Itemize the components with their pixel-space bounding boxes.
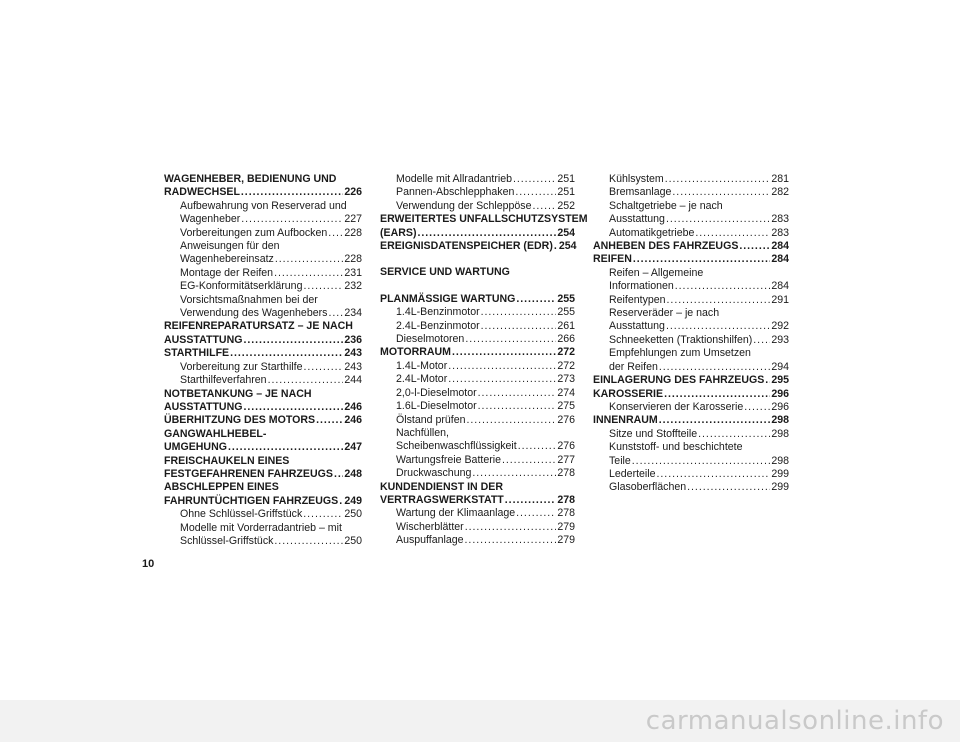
toc-entry[interactable] <box>593 428 789 441</box>
toc-entry[interactable] <box>380 387 575 400</box>
toc-entry-title: RADWECHSEL <box>164 186 240 199</box>
toc-entry-title: Wagenhebereinsatz <box>180 253 274 266</box>
toc-page-number: 261 <box>557 319 575 332</box>
leader-dots <box>666 320 770 333</box>
leader-dots <box>448 373 556 386</box>
leader-dots <box>515 186 556 199</box>
toc-entry[interactable] <box>380 521 575 534</box>
toc-page-number: 284 <box>771 253 789 266</box>
toc-page-number: 250 <box>344 534 362 547</box>
toc-column-2 <box>380 173 588 548</box>
leader-dots <box>687 481 770 494</box>
leader-dots <box>665 173 771 186</box>
leader-dots <box>472 467 556 480</box>
leader-dots <box>452 346 556 359</box>
toc-page-number: 243 <box>344 347 362 360</box>
toc-entry-title: Lederteile <box>609 467 656 480</box>
toc-entry[interactable] <box>164 280 362 293</box>
leader-dots <box>516 507 556 520</box>
toc-page-number: 249 <box>344 494 362 507</box>
toc-page-number: 244 <box>344 374 362 387</box>
toc-entry[interactable] <box>593 280 789 293</box>
toc-page-number: 284 <box>771 240 789 253</box>
toc-section-entry[interactable] <box>164 468 362 481</box>
toc-entry[interactable] <box>593 294 789 307</box>
toc-section-heading: FREISCHAUKELN EINES <box>164 454 290 467</box>
toc-entry-title: EINLAGERUNG DES FAHRZEUGS <box>593 374 765 387</box>
toc-entry-text: Schaltgetriebe – je nach <box>609 199 723 212</box>
leader-dots <box>481 306 557 319</box>
toc-entry-title: MOTORRAUM <box>380 346 452 359</box>
leader-dots <box>303 508 343 521</box>
leader-dots <box>744 401 770 414</box>
toc-entry-title: Modelle mit Allradantrieb <box>396 173 512 185</box>
toc-entry-text: Reifen – Allgemeine <box>609 266 704 279</box>
toc-entry-title: 2.4L-Benzinmotor <box>396 319 480 332</box>
toc-entry-title: EREIGNISDATENSPEICHER (EDR) <box>380 240 553 253</box>
leader-dots <box>275 253 343 266</box>
toc-section-entry[interactable] <box>164 414 362 427</box>
toc-section-heading: REIFENREPARATURSATZ – JE NACH <box>164 320 353 333</box>
toc-page-number: 279 <box>557 520 575 533</box>
leader-dots <box>659 414 771 427</box>
toc-page-number: 254 <box>557 226 575 239</box>
toc-entry-title: Vorbereitungen zum Aufbocken <box>180 226 328 239</box>
toc-section-heading: SERVICE UND WARTUNG <box>380 266 510 279</box>
leader-dots <box>339 495 343 508</box>
toc-entry-title: Informationen <box>609 280 674 293</box>
leader-dots <box>633 253 770 266</box>
toc-section-heading: NOTBETANKUNG – JE NACH <box>164 387 312 400</box>
toc-entry-title: UMGEHUNG <box>164 441 227 454</box>
leader-dots <box>328 307 343 320</box>
leader-dots <box>334 468 343 481</box>
toc-entry-text: Nachfüllen, <box>396 426 449 439</box>
toc-section-entry[interactable] <box>593 253 789 266</box>
leader-dots <box>467 414 557 427</box>
leader-dots <box>478 387 557 400</box>
toc-entry-title: Wartungsfreie Batterie <box>396 453 502 466</box>
toc-entry-title: Ausstattung <box>609 213 665 226</box>
toc-page-number: 296 <box>771 387 789 400</box>
toc-entry-title: (EARS) <box>380 226 417 239</box>
toc-section-entry[interactable] <box>380 227 575 240</box>
toc-entry-text: Reserveräder – je nach <box>609 307 720 320</box>
toc-entry[interactable] <box>593 213 789 226</box>
toc-entry-title: Schneeketten (Traktionshilfen) <box>609 333 753 346</box>
toc-entry[interactable] <box>380 440 575 453</box>
toc-page-number: 276 <box>557 413 575 426</box>
toc-page-number: 243 <box>344 360 362 373</box>
toc-entry-title: Druckwaschung <box>396 467 472 480</box>
toc-entry-title: Teile <box>609 454 631 467</box>
toc-entry-title: Reifentypen <box>609 293 666 306</box>
toc-entry-title: Glasoberflächen <box>609 481 687 494</box>
leader-dots <box>516 293 556 306</box>
toc-page-number: 251 <box>557 173 575 185</box>
leader-dots <box>274 267 343 280</box>
toc-section-entry[interactable] <box>164 441 362 454</box>
toc-page-number: 284 <box>771 280 789 293</box>
toc-page-number: 281 <box>771 173 789 185</box>
toc-section-entry[interactable] <box>164 347 362 360</box>
toc-entry-title: 1.6L-Dieselmotor <box>396 400 477 413</box>
toc-page-number: 248 <box>344 467 362 480</box>
toc-entry-title: Verwendung der Schleppöse <box>396 199 532 212</box>
toc-entry-title: VERTRAGSWERKSTATT <box>380 493 504 506</box>
toc-entry[interactable] <box>593 361 789 374</box>
leader-dots <box>666 213 770 226</box>
leader-dots <box>659 361 770 374</box>
toc-page-number: 278 <box>557 507 575 520</box>
toc-entry-title: Ausstattung <box>609 320 665 333</box>
toc-entry[interactable] <box>593 401 789 414</box>
toc-entry[interactable] <box>593 320 789 333</box>
toc-entry[interactable] <box>164 361 362 374</box>
leader-dots <box>228 441 343 454</box>
toc-entry-title: PLANMÄSSIGE WARTUNG <box>380 292 516 305</box>
leader-dots <box>505 494 557 507</box>
toc-page-number: 277 <box>557 453 575 466</box>
toc-entry[interactable] <box>380 507 575 520</box>
toc-entry[interactable] <box>380 306 575 319</box>
toc-entry-title: Wartung der Klimaanlage <box>396 507 516 520</box>
toc-page-number: 296 <box>771 400 789 413</box>
toc-entry-title: Wischerblätter <box>396 520 464 533</box>
toc-entry-title: Sitze und Stoffteile <box>609 427 698 440</box>
toc-entry-text: Modelle mit Vorderradantrieb – mit <box>180 521 342 534</box>
toc-page-number: 298 <box>771 414 789 427</box>
toc-page-number: 299 <box>771 481 789 494</box>
toc-entry-title: Bremsanlage <box>609 186 672 199</box>
leader-dots <box>675 280 771 293</box>
toc-spacer <box>380 253 575 266</box>
toc-entry-title: Pannen-Abschlepphaken <box>396 186 515 199</box>
toc-entry-title: ÜBERHITZUNG DES MOTORS <box>164 414 316 427</box>
toc-entry-title: INNENRAUM <box>593 414 658 427</box>
toc-page-number: 279 <box>557 534 575 547</box>
toc-entry[interactable] <box>380 467 575 480</box>
toc-entry[interactable] <box>593 334 789 347</box>
leader-dots <box>465 333 556 346</box>
leader-dots <box>664 388 770 401</box>
toc-entry-title: Montage der Reifen <box>180 266 274 279</box>
toc-entry[interactable] <box>380 173 575 186</box>
toc-page-number: 292 <box>771 320 789 333</box>
toc-entry[interactable] <box>164 213 362 226</box>
toc-page-number: 298 <box>771 454 789 467</box>
toc-page-number: 247 <box>344 441 362 454</box>
toc-page-number: 266 <box>557 333 575 346</box>
toc-entry-title: 2.4L-Motor <box>396 373 448 386</box>
toc-section-heading: ABSCHLEPPEN EINES <box>164 481 279 494</box>
toc-page-number: 293 <box>771 333 789 346</box>
leader-dots <box>243 334 343 347</box>
toc-section-entry[interactable] <box>380 494 575 507</box>
toc-entry[interactable] <box>380 373 575 386</box>
toc-entry-title: REIFEN <box>593 253 632 266</box>
toc-page-number: 226 <box>344 186 362 199</box>
toc-column-3 <box>593 173 789 495</box>
toc-entry[interactable] <box>164 307 362 320</box>
toc-section-entry[interactable] <box>593 240 789 253</box>
toc-entry-title: Starthilfeverfahren <box>180 374 267 387</box>
toc-section-heading: KUNDENDIENST IN DER <box>380 480 504 493</box>
toc-page-number: 254 <box>558 240 577 253</box>
leader-dots <box>303 280 343 293</box>
toc-entry-title: 2,0-l-Dieselmotor <box>396 386 477 399</box>
toc-entry[interactable] <box>380 414 575 427</box>
toc-entry-title: Kühlsystem <box>609 173 664 185</box>
toc-section-entry[interactable] <box>164 401 362 414</box>
leader-dots <box>243 401 343 414</box>
toc-entry-title: Automatikgetriebe <box>609 226 695 239</box>
toc-page-number: 274 <box>557 386 575 399</box>
toc-page-number: 272 <box>557 346 575 359</box>
leader-dots <box>304 361 344 374</box>
toc-section-entry[interactable] <box>593 374 789 387</box>
toc-page-number: 252 <box>557 199 575 212</box>
leader-dots <box>241 213 343 226</box>
toc-page-number: 299 <box>771 467 789 480</box>
toc-column-1 <box>164 173 362 548</box>
toc-entry[interactable] <box>593 186 789 199</box>
toc-page-number: 234 <box>344 307 362 320</box>
toc-section-entry[interactable] <box>164 334 362 347</box>
toc-page-number: 273 <box>557 373 575 386</box>
toc-entry-text: Kunststoff- und beschichtete <box>609 441 743 454</box>
toc-entry[interactable] <box>164 227 362 240</box>
toc-page-number: 283 <box>771 213 789 226</box>
leader-dots <box>328 227 343 240</box>
toc-section-entry[interactable] <box>593 414 789 427</box>
toc-section-heading: GANGWAHLHEBEL- <box>164 427 267 440</box>
toc-page-number: 275 <box>557 400 575 413</box>
toc-page-number: 250 <box>344 508 362 521</box>
leader-dots <box>532 200 556 213</box>
toc-entry-title: ANHEBEN DES FAHRZEUGS <box>593 240 739 253</box>
toc-page-number: 291 <box>771 293 789 306</box>
toc-entry[interactable] <box>380 200 575 213</box>
toc-entry[interactable] <box>593 455 789 468</box>
toc-entry[interactable] <box>593 227 789 240</box>
leader-dots <box>481 320 557 333</box>
leader-dots <box>698 428 770 441</box>
toc-page-number: 294 <box>771 360 789 373</box>
toc-entry-title: Ölstand prüfen <box>396 413 466 426</box>
toc-entry[interactable] <box>593 481 789 494</box>
toc-entry[interactable] <box>380 320 575 333</box>
toc-entry-title: Verwendung des Wagenhebers <box>180 307 328 320</box>
toc-page-number: 298 <box>771 427 789 440</box>
toc-entry-text: Vorsichtsmaßnahmen bei der <box>180 293 318 306</box>
toc-entry-title: Wagenheber <box>180 213 241 226</box>
toc-section-entry[interactable] <box>593 388 789 401</box>
leader-dots <box>657 468 771 481</box>
toc-entry-title: Scheibenwaschflüssigkeit <box>396 440 517 453</box>
toc-entry[interactable] <box>164 267 362 280</box>
leader-dots <box>241 186 343 199</box>
toc-entry[interactable] <box>380 186 575 199</box>
leader-dots <box>502 454 556 467</box>
leader-dots <box>448 360 556 373</box>
leader-dots <box>753 334 770 347</box>
toc-entry[interactable] <box>164 253 362 266</box>
toc-page-number: 228 <box>344 253 362 266</box>
toc-entry-title: der Reifen <box>609 360 658 373</box>
toc-page-number: 282 <box>771 186 789 199</box>
toc-entry[interactable] <box>380 534 575 547</box>
leader-dots <box>672 186 770 199</box>
leader-dots <box>667 294 771 307</box>
leader-dots <box>739 240 770 253</box>
leader-dots <box>274 535 343 548</box>
toc-entry-title: AUSSTATTUNG <box>164 333 243 346</box>
toc-entry[interactable] <box>164 535 362 548</box>
toc-page-number: 251 <box>557 186 575 199</box>
toc-page-number: 232 <box>344 280 362 293</box>
toc-spacer <box>380 280 575 293</box>
toc-entry-title: AUSSTATTUNG <box>164 400 243 413</box>
toc-section-entry[interactable] <box>380 293 575 306</box>
leader-dots <box>554 240 558 253</box>
toc-entry-title: Konservieren der Karosserie <box>609 400 744 413</box>
toc-entry[interactable] <box>380 454 575 467</box>
leader-dots <box>465 521 557 534</box>
toc-page-number: 231 <box>344 266 362 279</box>
toc-entry-text: Anweisungen für den <box>180 240 280 253</box>
toc-section-entry[interactable] <box>380 346 575 359</box>
toc-entry[interactable] <box>380 400 575 413</box>
toc-entry[interactable] <box>380 360 575 373</box>
toc-entry-text: Aufbewahrung von Reserverad und <box>180 199 347 212</box>
toc-page-number: 246 <box>344 400 362 413</box>
leader-dots <box>478 400 557 413</box>
toc-page-number: 278 <box>557 467 575 480</box>
toc-entry-title: EG-Konformitätserklärung <box>180 280 303 293</box>
toc-entry-title: Vorbereitung zur Starthilfe <box>180 360 303 373</box>
toc-section-entry[interactable] <box>164 495 362 508</box>
leader-dots <box>765 374 770 387</box>
toc-page-number: 276 <box>557 440 575 453</box>
leader-dots <box>465 534 557 547</box>
toc-page-number: 236 <box>344 333 362 346</box>
toc-entry-text: Empfehlungen zum Umsetzen <box>609 347 751 360</box>
toc-section-entry[interactable] <box>164 186 362 199</box>
toc-entry[interactable] <box>164 374 362 387</box>
toc-page-number: 255 <box>557 292 575 305</box>
toc-section-heading: WAGENHEBER, BEDIENUNG UND <box>164 173 337 185</box>
leader-dots <box>632 455 771 468</box>
toc-page-number: 283 <box>771 226 789 239</box>
toc-page-number: 278 <box>557 493 575 506</box>
toc-entry-title: 1.4L-Benzinmotor <box>396 306 480 319</box>
toc-section-heading: ERWEITERTES UNFALLSCHUTZSYSTEM <box>380 213 588 226</box>
leader-dots <box>316 414 343 427</box>
leader-dots <box>418 227 557 240</box>
toc-page-number: 246 <box>344 414 362 427</box>
leader-dots <box>230 347 343 360</box>
toc-entry-title: FAHRUNTÜCHTIGEN FAHRZEUGS <box>164 494 339 507</box>
toc-section-entry[interactable] <box>380 240 575 253</box>
toc-page-number: 227 <box>344 213 362 226</box>
toc-entry[interactable] <box>593 173 789 186</box>
leader-dots <box>518 440 557 453</box>
toc-page-number: 295 <box>771 374 789 387</box>
page-number: 10 <box>142 558 155 570</box>
toc-entry-title: KAROSSERIE <box>593 387 664 400</box>
toc-entry[interactable] <box>164 508 362 521</box>
watermark: carmanualsonline.info <box>645 706 944 736</box>
toc-entry[interactable] <box>593 468 789 481</box>
toc-entry-title: STARTHILFE <box>164 347 230 360</box>
toc-entry-title: Ohne Schlüssel-Griffstück <box>180 508 303 521</box>
toc-entry[interactable] <box>380 333 575 346</box>
toc-entry-title: 1.4L-Motor <box>396 359 448 372</box>
toc-entry-title: Schlüssel-Griffstück <box>180 534 274 547</box>
toc-page-number: 255 <box>557 306 575 319</box>
leader-dots <box>695 227 770 240</box>
toc-page-number: 228 <box>344 226 362 239</box>
leader-dots <box>513 173 556 186</box>
toc-entry-title: Auspuffanlage <box>396 534 464 547</box>
toc-entry-title: FESTGEFAHRENEN FAHRZEUGS <box>164 467 333 480</box>
toc-entry-title: Dieselmotoren <box>396 333 465 346</box>
leader-dots <box>268 374 344 387</box>
toc-page-number: 272 <box>557 359 575 372</box>
